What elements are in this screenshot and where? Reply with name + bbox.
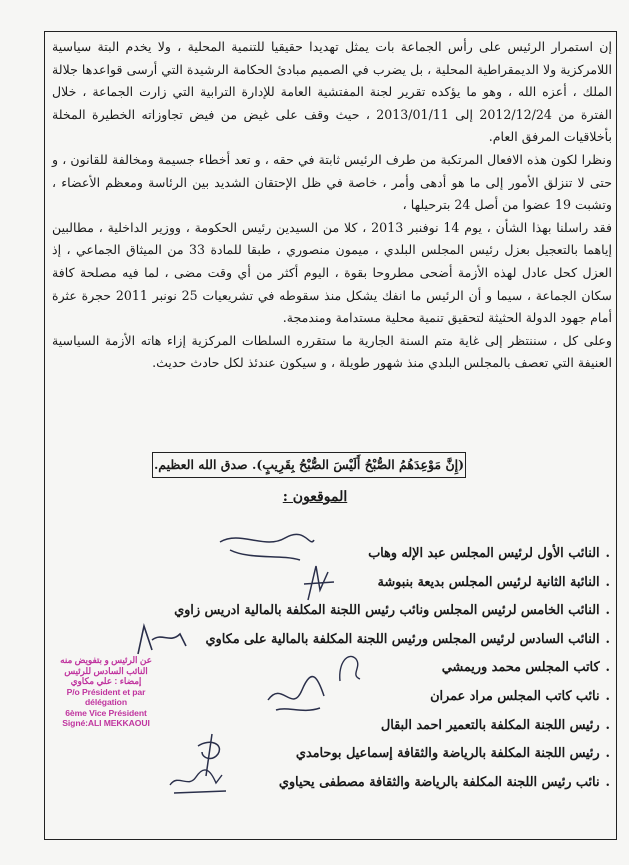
stamp-ar-line: إمضاء : علي مكاوي <box>70 676 142 686</box>
signature-2 <box>300 560 340 605</box>
stamp-fr-line: P/o Président et par délégation <box>66 686 146 707</box>
signer-line: . النائب السادس لرئيس المجلس ورئيس اللجنة المكلفة بالمالية على مكاوي <box>170 626 610 655</box>
signature-7 <box>164 755 234 800</box>
signer-line: . رئيس اللجنة المكلفة بالرياضة والثقافة إسماعيل بوحامدي <box>170 740 610 769</box>
signers-list <box>170 540 610 797</box>
letter-body <box>52 36 612 375</box>
signer-line: . النائب الأول لرئيس المجلس عبد الإله وهاب <box>170 540 610 569</box>
signature-5 <box>262 670 332 720</box>
paragraph-3: فقد راسلنا بهذا الشأن ، يوم 14 نوفنبر 2013 ، كلا من السيدين رئيس الحكومة ، ووزير الداخلية ، مطالبين إياهما بالتعجيل بعزل رئيس المجلس البلدي ، ميمون منصوري ، طبقا للمادة 33 من الميثاق الجماعي ، إذ العزل كحل عادل لهذه الأزمة أضحى مطروحا بقوة ، اليوم أكثر من أي وقت مضى ، لما فيه مصلحة كافة سكان الجماعة ، سيما و أن الرئيس ما انفك يشكل منذ سقوطه في تشريعيات 25 نونبر 2011 حجرة عثرة أمام جهود الدولة الحثيثة لتحقيق تنمية محلية مستدامة ومندمجة. <box>52 219 612 326</box>
signers-heading: الموقعون : <box>282 489 348 505</box>
signer-line: . نائب كاتب المجلس مراد عمران <box>170 683 610 712</box>
quran-quote: (إِنَّ مَوْعِدَهُمُ الصُّبْحُ أَلَيْسَ الصُّبْحُ بِقَرِيبٍ). صدق الله العظيم. <box>152 452 466 478</box>
stamp-ar-line: عن الرئيس و بتفويض منه <box>60 655 152 665</box>
stamp-fr-line: 6ème Vice Président <box>65 707 147 718</box>
stamp-fr-line: Signé:ALI MEKKAOUI <box>62 718 150 728</box>
stamp-ar-line: النائب السادس للرئيس <box>64 665 148 676</box>
signer-line: . النائب الخامس لرئيس المجلس ونائب رئيس اللجنة المكلفة بالمالية ادريس زاوي <box>170 597 610 626</box>
official-stamp <box>46 655 166 735</box>
signer-line: . النائبة الثانية لرئيس المجلس بديعة بنبوشة <box>170 569 610 598</box>
signature-4 <box>330 645 370 685</box>
signer-line: . كاتب المجلس محمد وريمشي <box>170 654 610 683</box>
paragraph-2: ونظرا لكون هذه الافعال المرتكبة من طرف الرئيس ثابتة في حقه ، و تعد أخطاء جسيمة ومخالفة للقانون ، و حتى لا تنزلق الأمور إلى ما هو أدهى وأمر ، خاصة في ظل الإحتقان الشديد بين الرئاسة ومعظم الأعضاء ، وتشبت 19 عضوا من أصل 24 بترحيلها ، <box>52 151 612 213</box>
paragraph-1: إن استمرار الرئيس على رأس الجماعة بات يمثل تهديدا حقيقيا للتنمية المحلية ، ولا يخدم البتة سياسية اللامركزية ولا الديمقراطية المحلية ، بل يضرب في الصميم مبادئ الحكامة الرشيدة التي أرسى قواعدها جلالة الملك ، أعزه الله ، وهو ما يؤكده تقرير لجنة المفتشية العامة للإدارة الترابية التي زارت الجماعة ، خلال الفترة من 2012/12/24 إلى 2013/01/11 ، حيث وقف على غيض من فيض تجاوزاته الخطيرة المخلة بأخلاقيات المرفق العام. <box>52 39 612 145</box>
signer-line: . رئيس اللجنة المكلفة بالتعمير احمد البقال <box>170 712 610 741</box>
signer-line: . نائب رئيس اللجنة المكلفة بالرياضة والثقافة مصطفى يحياوي <box>170 769 610 798</box>
paragraph-4: وعلى كل ، سننتظر إلى غاية متم السنة الجارية ما ستقرره السلطات المركزية إزاء هاته الأزمة السياسية العنيفة التي تعصف بالمجلس البلدي منذ شهور طويلة ، و سيكون عندئذ لكل حادث حديث. <box>52 332 612 371</box>
signature-3 <box>130 620 190 660</box>
